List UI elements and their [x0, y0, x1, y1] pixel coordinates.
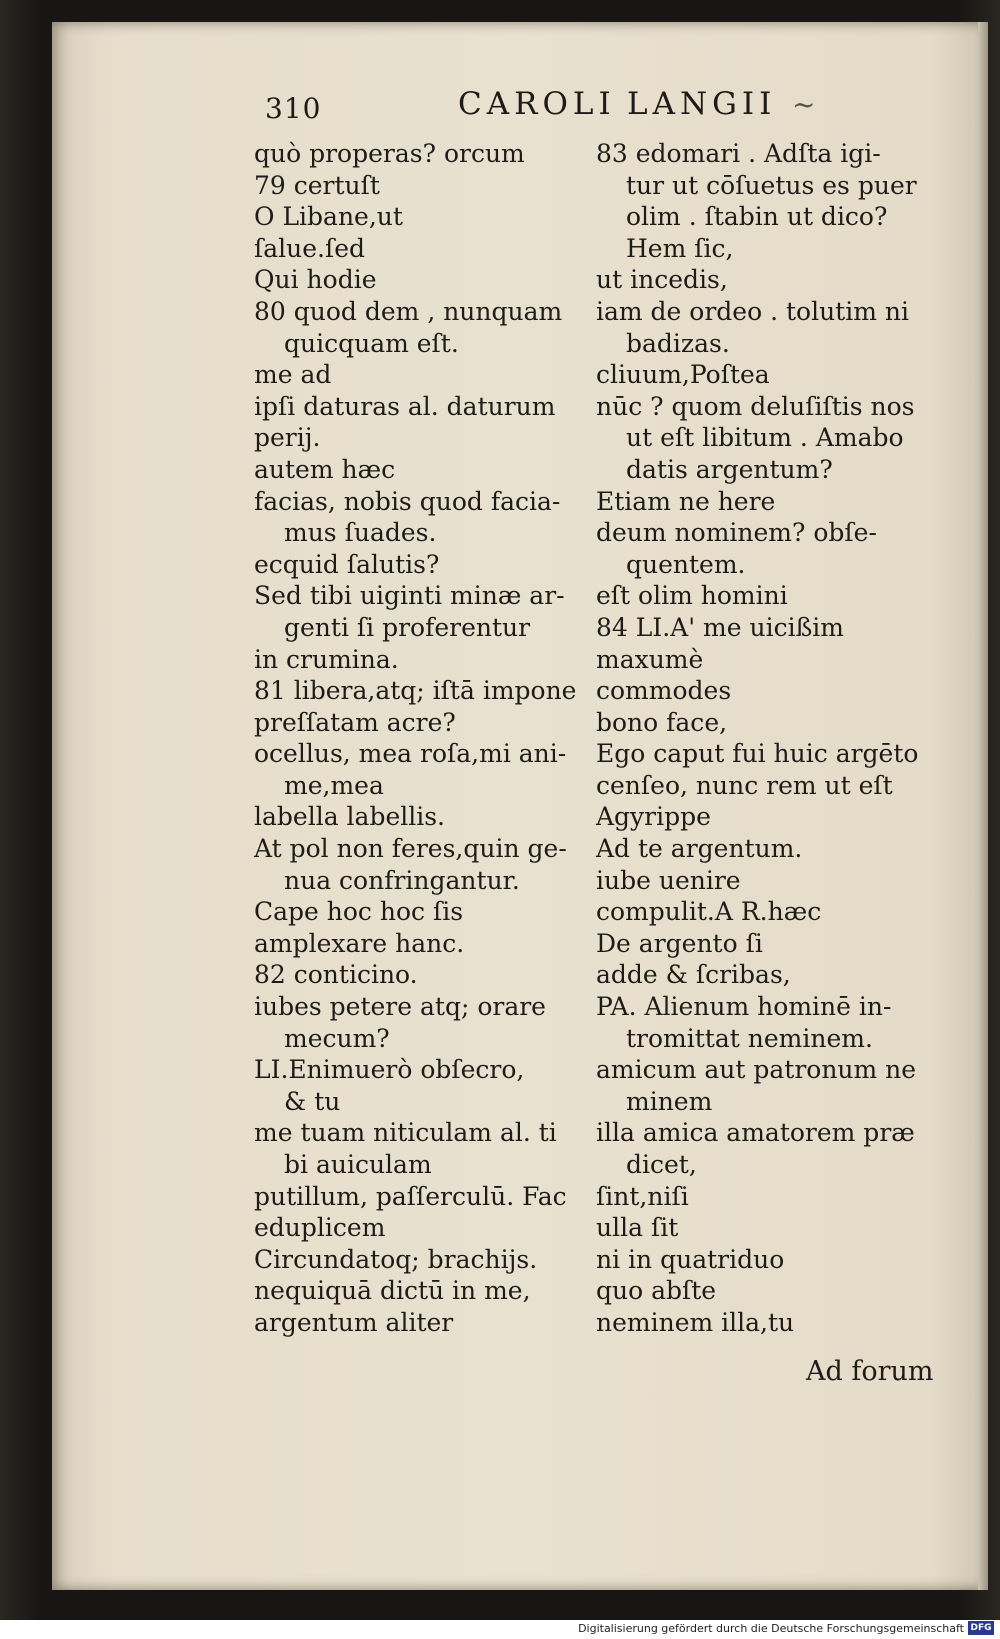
text-line: argentum aliter	[254, 1307, 454, 1337]
text-line: iam de ordeo . tolutim ni	[596, 296, 909, 326]
text-line: iubes petere atq; orare	[254, 992, 546, 1022]
text-line: 80 quod dem , nunquam	[254, 296, 563, 326]
left-column	[254, 138, 577, 1339]
text-line: Circundatoq; brachijs.	[254, 1244, 538, 1274]
text-line: facias, nobis quod facia-	[254, 486, 561, 516]
text-line: me,mea	[284, 770, 384, 800]
text-line: quò properas? orcum	[254, 139, 525, 168]
text-line: bi auiculam	[284, 1150, 432, 1179]
text-line: ut incedis,	[596, 265, 728, 295]
text-line: genti ſi proferentur	[284, 612, 531, 642]
text-line: quicquam eſt.	[284, 328, 459, 358]
text-line: tromittat neminem.	[626, 1023, 873, 1053]
text-line: compulit.A R.hæc	[596, 897, 822, 927]
text-line: PA. Alienum hominē in-	[596, 992, 892, 1022]
text-line: ipſi daturas al. daturum	[254, 391, 556, 421]
text-line: bono face,	[596, 707, 728, 737]
text-line: nūc ? quom deluſiſtis nos	[596, 391, 915, 421]
text-line: preſſatam acre?	[254, 707, 456, 737]
text-line: nua confringantur.	[284, 865, 520, 895]
text-line: adde & ſcribas,	[596, 960, 791, 990]
text-line: 79 certuſt	[254, 170, 380, 200]
right-column	[596, 138, 941, 1339]
ornament-icon: ~	[792, 88, 816, 121]
page-header	[52, 86, 988, 130]
running-title-left: CAROLI	[458, 86, 616, 122]
page-edge	[978, 22, 988, 1590]
funding-note: Digitalisierung gefördert durch die Deutsche Forschungsgemeinschaft	[578, 1622, 964, 1635]
text-line: Ad te argentum.	[596, 834, 803, 864]
text-line: ſint,niſi	[596, 1181, 689, 1211]
text-line: LI.Enimuerò obſecro,	[254, 1055, 525, 1085]
text-line: me ad	[254, 360, 332, 390]
text-line: mus ſuades.	[284, 518, 437, 548]
text-line: De argento ſi	[596, 928, 763, 958]
text-line: 83 edomari . Adſta igi-	[596, 139, 881, 168]
text-line: 84 LI.A' me uicißim	[596, 612, 844, 642]
book-page	[52, 22, 988, 1590]
text-line: deum nominem? obſe-	[596, 518, 877, 548]
text-line: 82 conticino.	[254, 960, 418, 990]
text-line: datis argentum?	[626, 454, 833, 484]
text-line: eduplicem	[254, 1213, 386, 1243]
text-line: amplexare hanc.	[254, 928, 465, 958]
text-line: perij.	[254, 423, 321, 453]
text-line: Agyrippe	[596, 802, 711, 832]
text-line: Hem ſic,	[626, 233, 734, 263]
text-line: eſt olim homini	[596, 581, 788, 611]
text-line: maxumè	[596, 644, 704, 674]
text-line: neminem illa,tu	[596, 1307, 795, 1337]
text-line: Cape hoc hoc ſis	[254, 897, 464, 927]
text-line: Sed tibi uiginti minæ ar-	[254, 581, 565, 611]
text-line: mecum?	[284, 1023, 390, 1053]
text-line: ecquid ſalutis?	[254, 549, 440, 579]
dfg-logo: DFG	[968, 1621, 994, 1635]
text-line: dicet,	[626, 1150, 697, 1179]
text-line: in crumina.	[254, 644, 399, 674]
text-line: Ego caput fui huic argēto	[596, 739, 919, 769]
text-line: badizas.	[626, 328, 730, 358]
text-line: nequiquā dictū in me,	[254, 1276, 531, 1306]
text-line: ut eſt libitum . Amabo	[626, 423, 904, 453]
text-line: ocellus, mea roſa,mi ani-	[254, 739, 567, 769]
text-line: illa amica amatorem præ	[596, 1118, 915, 1148]
text-line: iube uenire	[596, 865, 741, 895]
text-line: tur ut cōſuetus es puer	[626, 170, 917, 200]
catchword: Ad forum	[806, 1356, 934, 1387]
text-line: quo abſte	[596, 1276, 717, 1306]
text-line: olim . ſtabin ut dico?	[626, 202, 888, 232]
text-line: minem	[626, 1086, 713, 1116]
text-line: amicum aut patronum ne	[596, 1055, 917, 1085]
text-line: 81 libera,atq; iſtā impone	[254, 676, 577, 706]
text-line: At pol non feres,quin ge-	[254, 834, 567, 864]
text-line: labella labellis.	[254, 802, 446, 832]
text-line: Etiam ne here	[596, 486, 776, 516]
text-line: autem hæc	[254, 454, 396, 484]
text-line: O Libane,ut	[254, 202, 403, 232]
text-line: & tu	[284, 1086, 341, 1116]
text-line: putillum, paſſerculū. Fac	[254, 1181, 567, 1211]
text-line: Qui hodie	[254, 265, 377, 295]
text-line: ulla ſit	[596, 1213, 679, 1243]
text-line: me tuam niticulam al. ti	[254, 1118, 557, 1148]
text-line: commodes	[596, 676, 732, 706]
running-title-right: LANGII	[627, 86, 777, 122]
text-line: cenſeo, nunc rem ut eſt	[596, 770, 893, 800]
text-line: ni in quatriduo	[596, 1244, 785, 1274]
page-number: 310	[265, 92, 322, 125]
text-line: cliuum,Poſtea	[596, 360, 770, 390]
text-line: quentem.	[626, 549, 746, 579]
text-line: ſalue.ſed	[254, 233, 366, 263]
